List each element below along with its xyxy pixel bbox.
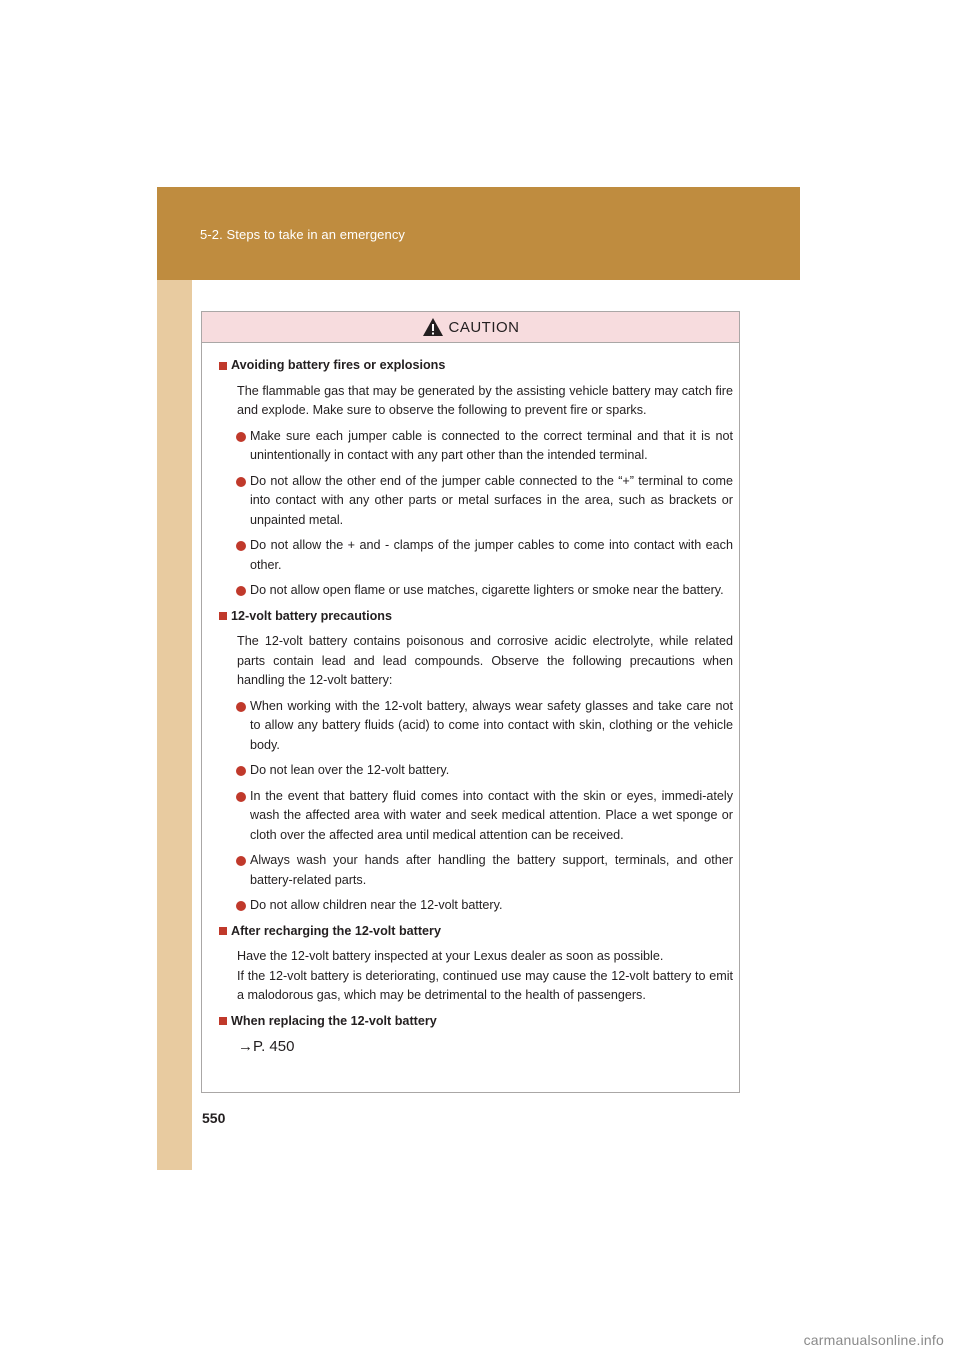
paragraph: Have the 12-volt battery inspected at your Lexus dealer as soon as possible. <box>237 949 664 963</box>
circle-bullet-icon <box>236 856 246 866</box>
caution-section <box>219 356 733 601</box>
list-item: Do not allow the + and - clamps of the jumper cables to come into contact with each other. <box>236 536 733 575</box>
list-item: Make sure each jumper cable is connected to the correct terminal and that it is not unintentionally in contact with any part other than the intended terminal. <box>236 427 733 466</box>
list-item: In the event that battery fluid comes into contact with the skin or eyes, immedi-ately wash the affected area with water and seek medical attention. Place a wet sponge or cloth over the affected area until medical attention can be received. <box>236 787 733 846</box>
page-number: 550 <box>202 1110 226 1126</box>
section-heading: Avoiding battery fires or explosions <box>219 356 733 376</box>
caution-title: CAUTION <box>448 318 520 336</box>
paragraph: If the 12-volt battery is deteriorating, continued use may cause the 12-volt battery to emit a malodorous gas, which may be detrimental to the health of passengers. <box>237 968 733 1002</box>
list-item: When working with the 12-volt battery, always wear safety glasses and take care not to allow any battery fluids (acid) to come into contact with skin, clothing or the vehicle body. <box>236 697 733 756</box>
section-title: 5-2. Steps to take in an emergency <box>200 227 406 242</box>
list-item: Do not lean over the 12-volt battery. <box>236 761 733 781</box>
watermark: carmanualsonline.info <box>803 1332 944 1348</box>
circle-bullet-icon <box>236 432 246 442</box>
section-heading: When replacing the 12-volt battery <box>219 1012 733 1032</box>
caution-body <box>202 343 739 1057</box>
circle-bullet-icon <box>236 586 246 596</box>
circle-bullet-icon <box>236 702 246 712</box>
page-reference-link[interactable]: →P. 450 <box>238 1038 295 1055</box>
paragraph: The flammable gas that may be generated by the assisting vehicle battery may catch fire and explode. Make sure to observe the following to prevent fire or sparks. <box>237 383 733 417</box>
caution-header <box>202 312 739 343</box>
caution-section <box>219 607 733 916</box>
circle-bullet-icon <box>236 792 246 802</box>
list-item: Do not allow the other end of the jumper cable connected to the “+” terminal to come into contact with any other parts or metal surfaces in the area, such as brackets or unpainted metal. <box>236 472 733 531</box>
circle-bullet-icon <box>236 766 246 776</box>
list-item: Always wash your hands after handling the battery support, terminals, and other battery-related parts. <box>236 851 733 890</box>
circle-bullet-icon <box>236 901 246 911</box>
section-heading: 12-volt battery precautions <box>219 607 733 627</box>
caution-section <box>219 922 733 1006</box>
square-bullet-icon <box>219 612 227 620</box>
circle-bullet-icon <box>236 541 246 551</box>
paragraph: The 12-volt battery contains poisonous and corrosive acidic electrolyte, while related parts contain lead and lead compounds. Observe the following precautions when handling the 12-volt battery: <box>237 634 733 687</box>
warning-triangle-icon <box>422 317 444 337</box>
list-item: Do not allow children near the 12-volt battery. <box>236 896 733 916</box>
square-bullet-icon <box>219 362 227 370</box>
square-bullet-icon <box>219 927 227 935</box>
circle-bullet-icon <box>236 477 246 487</box>
caution-section <box>219 1012 733 1057</box>
caution-box <box>201 311 740 1093</box>
list-item: Do not allow open flame or use matches, cigarette lighters or smoke near the battery. <box>236 581 733 601</box>
section-heading: After recharging the 12-volt battery <box>219 922 733 942</box>
side-margin-band <box>157 280 192 1170</box>
square-bullet-icon <box>219 1017 227 1025</box>
